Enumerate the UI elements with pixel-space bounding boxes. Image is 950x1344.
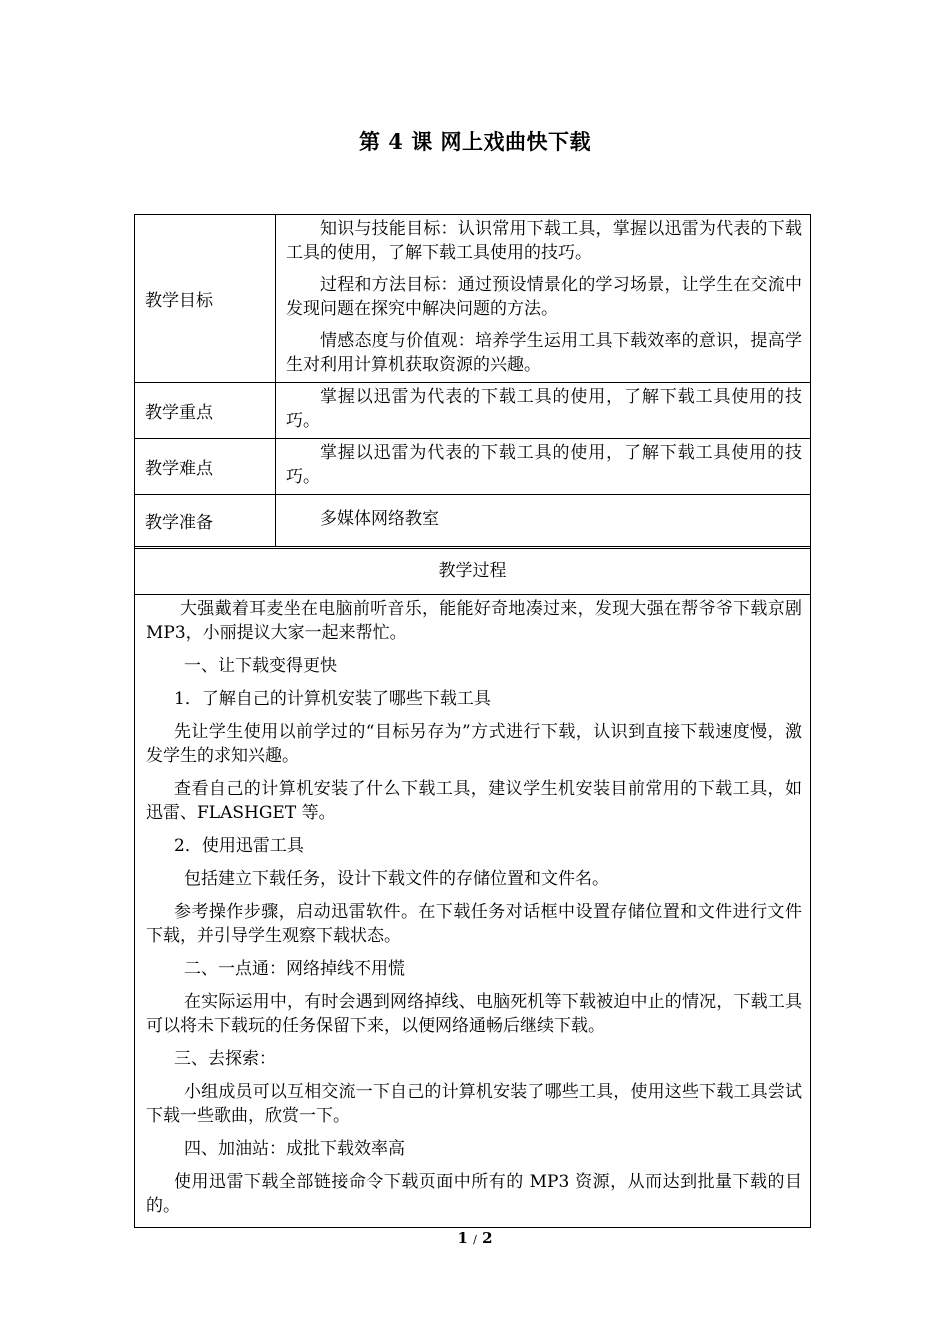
objective-paragraph: 知识与技能目标：认识常用下载工具，掌握以迅雷为代表的下载工具的使用，了解下载工具使用的技巧。 <box>286 219 802 263</box>
row-content <box>276 383 810 438</box>
table-row <box>135 439 810 495</box>
section-heading: 二、一点通：网络掉线不用慌 <box>184 959 405 979</box>
table-row <box>135 215 810 383</box>
row-label: 教学难点 <box>135 439 276 494</box>
objective-paragraph: 过程和方法目标：通过预设情景化的学习场景，让学生在交流中发现问题在探究中解决问题的方法。 <box>286 275 802 319</box>
process-paragraph: 小组成员可以互相交流一下自己的计算机安装了哪些工具，使用这些下载工具尝试下载一些歌曲，欣赏一下。 <box>146 1082 802 1126</box>
row-text: 掌握以迅雷为代表的下载工具的使用，了解下载工具使用的技巧。 <box>286 443 802 487</box>
process-paragraph: 大强戴着耳麦坐在电脑前听音乐，能能好奇地凑过来，发现大强在帮爷爷下载京剧 MP3，小丽提议大家一起来帮忙。 <box>146 599 802 643</box>
row-content <box>276 495 810 546</box>
section-heading: 三、去探索： <box>174 1049 276 1069</box>
table-row <box>135 495 810 549</box>
lesson-plan-table <box>134 214 811 1228</box>
process-body <box>135 595 810 1218</box>
process-paragraph: 包括建立下载任务，设计下载文件的存储位置和文件名。 <box>184 869 609 889</box>
process-paragraph: 使用迅雷下载全部链接命令下载页面中所有的 MP3 资源，从而达到批量下载的目的。 <box>146 1172 802 1216</box>
process-paragraph: 在实际运用中，有时会遇到网络掉线、电脑死机等下载被迫中止的情况，下载工具可以将未下载玩的任务保留下来，以便网络通畅后继续下载。 <box>146 992 802 1036</box>
row-content <box>276 439 810 494</box>
current-page: 1 <box>457 1229 468 1247</box>
subsection-heading: 1．了解自己的计算机安装了哪些下载工具 <box>174 689 491 709</box>
page-title: 第 4 课 网上戏曲快下载 <box>358 129 592 154</box>
page-separator: / <box>473 1233 477 1246</box>
row-label: 教学准备 <box>135 495 276 546</box>
process-paragraph: 先让学生使用以前学过的“目标另存为”方式进行下载，认识到直接下载速度慢，激发学生的求知兴趣。 <box>146 722 802 766</box>
objective-paragraph: 情感态度与价值观：培养学生运用工具下载效率的意识，提高学生对利用计算机获取资源的兴趣。 <box>286 331 802 375</box>
process-heading: 教学过程 <box>135 549 810 595</box>
row-label: 教学重点 <box>135 383 276 438</box>
page-number <box>0 1229 950 1247</box>
subsection-heading: 2．使用迅雷工具 <box>174 836 304 856</box>
process-paragraph: 查看自己的计算机安装了什么下载工具，建议学生机安装目前常用的下载工具，如迅雷、FLASHGET 等。 <box>146 779 802 823</box>
table-row <box>135 383 810 439</box>
total-pages: 2 <box>482 1229 493 1247</box>
process-paragraph: 参考操作步骤，启动迅雷软件。在下载任务对话框中设置存储位置和文件进行文件下载，并引导学生观察下载状态。 <box>146 902 802 946</box>
row-label: 教学目标 <box>135 215 276 382</box>
row-content <box>276 215 810 382</box>
section-heading: 四、加油站：成批下载效率高 <box>184 1139 405 1159</box>
row-text: 掌握以迅雷为代表的下载工具的使用，了解下载工具使用的技巧。 <box>286 387 802 431</box>
row-text: 多媒体网络教室 <box>320 508 439 529</box>
section-heading: 一、让下载变得更快 <box>184 656 337 676</box>
